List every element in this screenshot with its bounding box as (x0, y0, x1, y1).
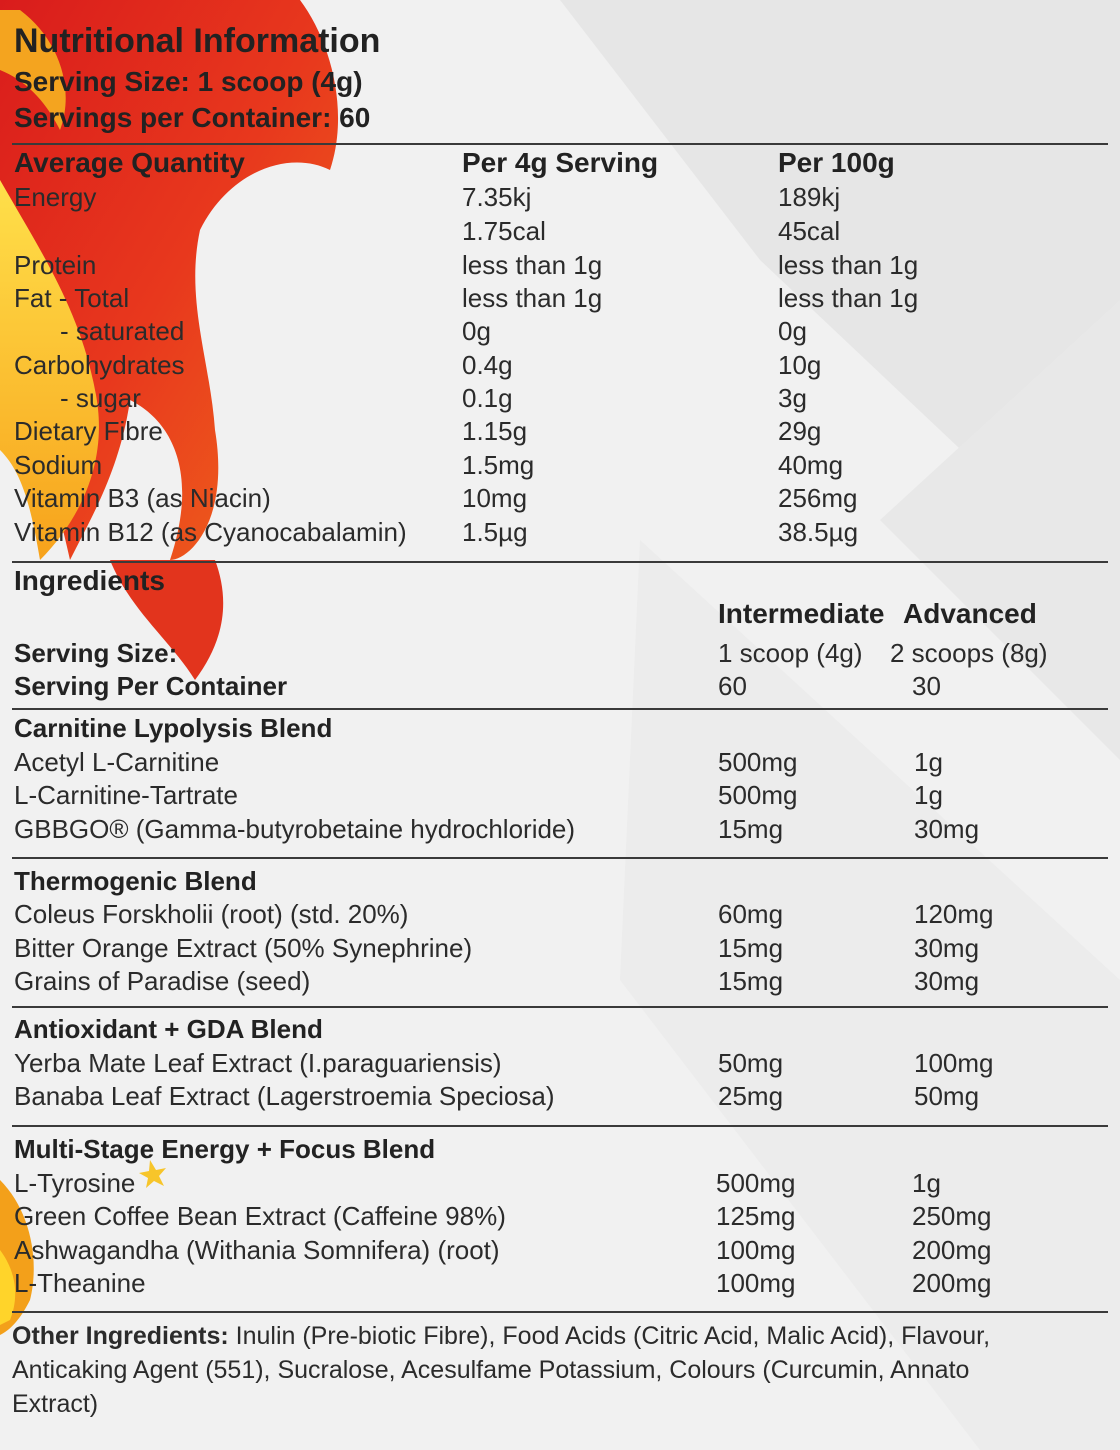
other-ingredients-label: Other Ingredients: (12, 1322, 229, 1350)
nutrient-per-100g: less than 1g (778, 283, 919, 313)
other-ingredients-text: Inulin (Pre-biotic Fibre), Food Acids (Citric Acid, Malic Acid), Flavour, (235, 1322, 991, 1350)
ingredient-intermediate: 100mg (716, 1268, 796, 1298)
blend-title: Thermogenic Blend (14, 866, 257, 896)
serving-size: Serving Size: 1 scoop (4g) (14, 66, 363, 97)
divider (12, 1125, 1108, 1127)
col-header-per-serving: Per 4g Serving (462, 147, 659, 178)
nutrient-per-100g: 38.5µg (778, 517, 859, 547)
ingredient-intermediate: 500mg (718, 747, 798, 777)
servings-per-container: Servings per Container: 60 (14, 102, 371, 133)
ingredient-advanced: 250mg (912, 1201, 992, 1231)
ingredient-advanced: 30mg (914, 933, 980, 963)
nutrient-label: Dietary Fibre (14, 416, 163, 446)
divider (12, 857, 1108, 859)
nutrient-per-100g: 3g (778, 383, 807, 413)
servings-advanced: 30 (912, 671, 941, 701)
ingredient-name: Ashwagandha (Withania Somnifera) (root) (14, 1235, 500, 1265)
ingredient-name: Coleus Forskholii (root) (std. 20%) (14, 899, 409, 929)
nutrient-per-100g: 189kj (778, 182, 841, 212)
ingredient-advanced: 200mg (912, 1235, 992, 1265)
ingredient-name: Bitter Orange Extract (50% Synephrine) (14, 933, 473, 963)
nutrient-per-100g: 45cal (778, 216, 841, 246)
nutrient-label: Vitamin B12 (as Cyanocabalamin) (14, 517, 407, 547)
blend-title: Carnitine Lypolysis Blend (14, 713, 333, 743)
ingredient-intermediate: 100mg (716, 1235, 796, 1265)
nutrient-per-serving: less than 1g (462, 250, 603, 280)
divider (12, 1006, 1108, 1008)
nutrient-per-serving: 10mg (462, 483, 528, 513)
nutrient-label: Protein (14, 250, 97, 280)
ingredient-advanced: 100mg (914, 1048, 994, 1078)
ingredient-advanced: 50mg (914, 1081, 980, 1111)
nutrient-per-100g: 10g (778, 350, 822, 380)
nutrient-per-serving: 1.5mg (462, 450, 535, 480)
nutrient-per-100g: 256mg (778, 483, 858, 513)
page-title: Nutritional Information (14, 22, 381, 60)
ingredient-name: Green Coffee Bean Extract (Caffeine 98%) (14, 1201, 506, 1231)
other-ingredients-line-3: Extract) (12, 1390, 99, 1418)
serving-size-label: Serving Size: (14, 638, 178, 668)
serving-size-intermediate: 1 scoop (4g) (718, 638, 863, 668)
nutrient-label: - sugar (60, 383, 141, 413)
divider (12, 143, 1108, 145)
nutrient-per-serving: 0.4g (462, 350, 513, 380)
ingredient-intermediate: 15mg (718, 966, 784, 996)
nutrient-per-serving: less than 1g (462, 283, 603, 313)
nutrient-label: - saturated (60, 316, 185, 346)
nutrient-per-serving: 1.5µg (462, 517, 528, 547)
ingredient-intermediate: 50mg (718, 1048, 784, 1078)
nutrient-per-serving: 1.75cal (462, 216, 546, 246)
divider (12, 1311, 1108, 1313)
blend-title: Multi-Stage Energy + Focus Blend (14, 1134, 436, 1164)
nutrient-label: Carbohydrates (14, 350, 185, 380)
servings-label: Serving Per Container (14, 671, 288, 701)
ingredients-title: Ingredients (14, 565, 165, 596)
ingredient-name: Acetyl L-Carnitine (14, 747, 220, 777)
ingredient-name: GBBGO® (Gamma-butyrobetaine hydrochloride) (14, 814, 576, 844)
ingredient-intermediate: 500mg (716, 1168, 796, 1198)
col-header-average-quantity: Average Quantity (14, 147, 245, 178)
ingredient-advanced: 1g (912, 1168, 941, 1198)
ingredient-intermediate: 60mg (718, 899, 784, 929)
serving-size-advanced: 2 scoops (8g) (890, 638, 1048, 668)
ingredient-name: L-Tyrosine (14, 1168, 136, 1198)
nutrient-per-100g: 29g (778, 416, 822, 446)
ingredient-name: Yerba Mate Leaf Extract (I.paraguariensis) (14, 1048, 502, 1078)
nutrient-per-100g: 0g (778, 316, 807, 346)
ingredient-name: Grains of Paradise (seed) (14, 966, 311, 996)
nutrient-label: Energy (14, 182, 97, 212)
divider (12, 708, 1108, 710)
ingredient-advanced: 30mg (914, 966, 980, 996)
nutrient-per-serving: 1.15g (462, 416, 528, 446)
col-header-advanced: Advanced (903, 598, 1037, 629)
other-ingredients-line-2: Anticaking Agent (551), Sucralose, Acesulfame Potassium, Colours (Curcumin, Annato (12, 1356, 970, 1384)
ingredient-advanced: 120mg (914, 899, 994, 929)
nutrient-per-serving: 7.35kj (462, 182, 532, 212)
ingredient-intermediate: 25mg (718, 1081, 784, 1111)
nutrient-per-serving: 0g (462, 316, 491, 346)
col-header-per-100g: Per 100g (778, 147, 895, 178)
ingredient-advanced: 1g (914, 747, 943, 777)
nutrient-label: Fat - Total (14, 283, 130, 313)
ingredient-advanced: 30mg (914, 814, 980, 844)
other-ingredients-line-1 (12, 1322, 990, 1351)
nutrient-label: Sodium (14, 450, 103, 480)
ingredient-name: Banaba Leaf Extract (Lagerstroemia Speciosa) (14, 1081, 555, 1111)
ingredient-intermediate: 15mg (718, 814, 784, 844)
ingredient-intermediate: 500mg (718, 780, 798, 810)
ingredient-intermediate: 15mg (718, 933, 784, 963)
ingredient-advanced: 200mg (912, 1268, 992, 1298)
ingredient-name: L-Carnitine-Tartrate (14, 780, 238, 810)
nutrient-per-100g: less than 1g (778, 250, 919, 280)
nutrient-label: Vitamin B3 (as Niacin) (14, 483, 271, 513)
nutrient-per-serving: 0.1g (462, 383, 513, 413)
ingredient-name: L-Theanine (14, 1268, 146, 1298)
ingredient-intermediate: 125mg (716, 1201, 796, 1231)
ingredient-advanced: 1g (914, 780, 943, 810)
divider (12, 561, 1108, 563)
col-header-intermediate: Intermediate (718, 598, 885, 629)
servings-intermediate: 60 (718, 671, 747, 701)
blend-title: Antioxidant + GDA Blend (14, 1014, 323, 1044)
nutrient-per-100g: 40mg (778, 450, 844, 480)
